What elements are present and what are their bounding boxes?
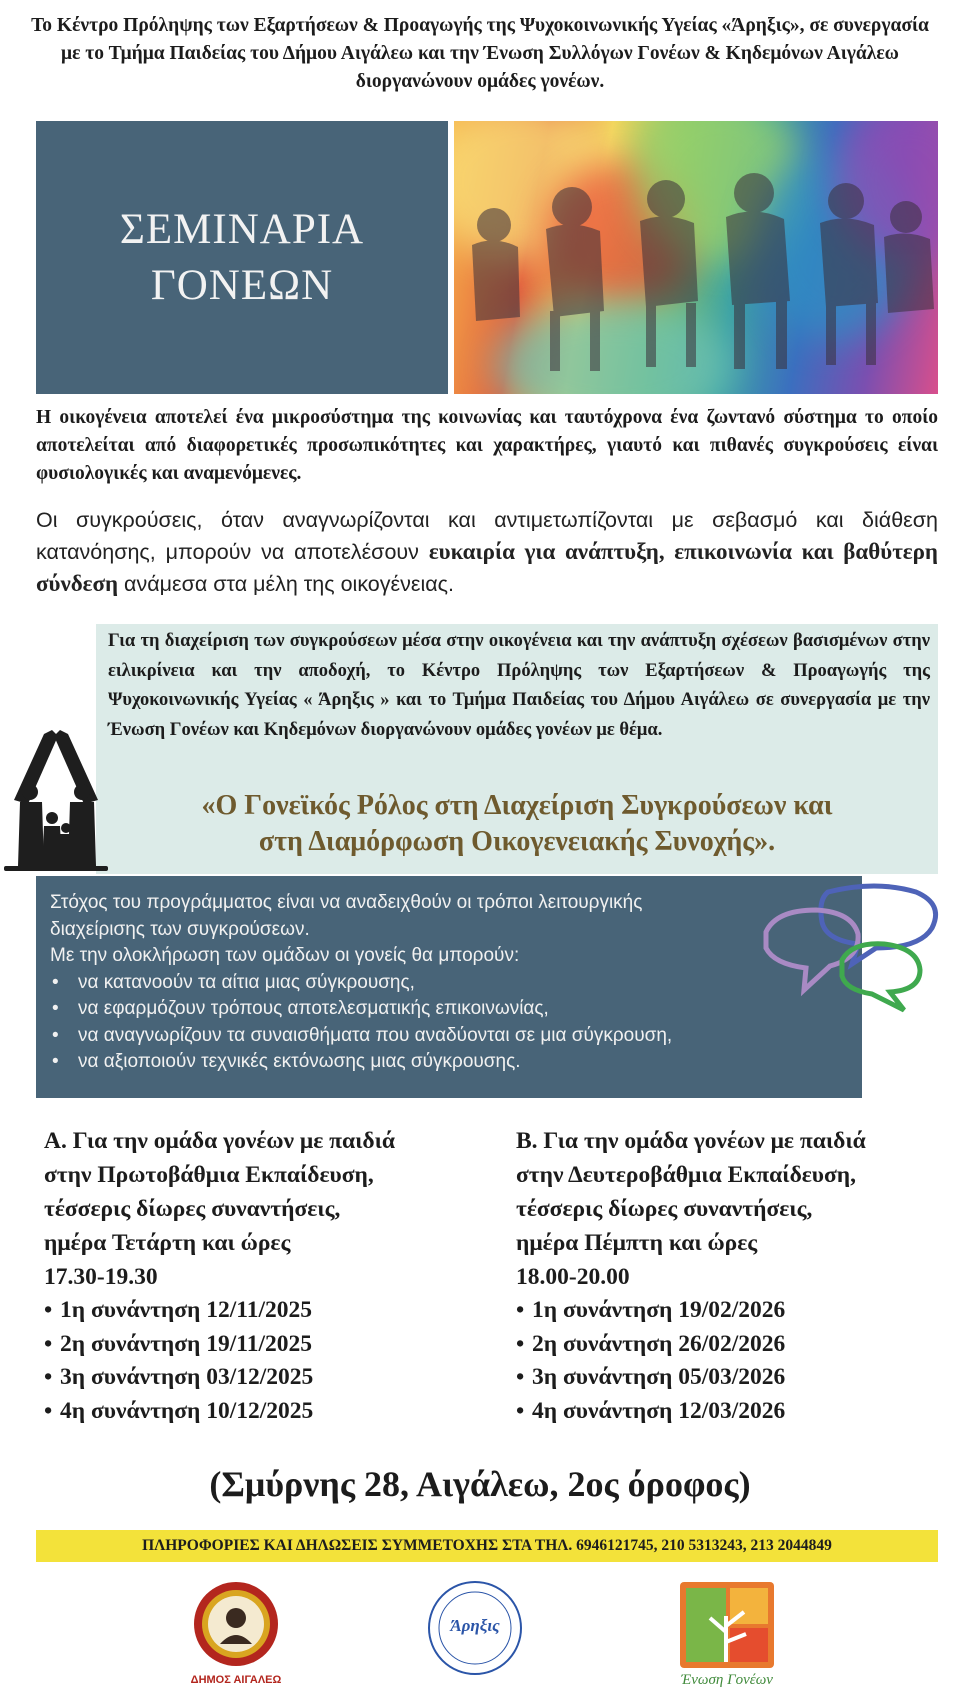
theme-line-1: «Ο Γονεϊκός Ρόλος στη Διαχείριση Συγκρούσεων και <box>201 790 833 821</box>
conflict-paragraph-end: ανάμεσα στα μέλη της οικογένειας. <box>118 572 454 596</box>
title-line-2: ΓΟΝΕΩΝ <box>150 261 334 309</box>
group-b-line-3: τέσσερις δίωρες συναντήσεις, <box>516 1196 813 1222</box>
goals-list <box>50 970 862 1076</box>
contact-info-text: ΠΛΗΡΟΦΟΡΙΕΣ ΚΑΙ ΔΗΛΩΣΕΙΣ ΣΥΜΜΕΤΟΧΗΣ ΣΤΑ ΤΗΛ. 6946121745, 210 5313243, 213 2044849 <box>142 1537 832 1554</box>
list-item: • 3η συνάντηση 03/12/2025 <box>44 1361 474 1395</box>
group-a-schedule <box>44 1124 474 1428</box>
group-a-hours: 17.30-19.30 <box>44 1264 158 1290</box>
list-item: • 1η συνάντηση 12/11/2025 <box>44 1294 474 1328</box>
municipality-caption: ΔΗΜΟΣ ΑΙΓΑΛΕΩ <box>190 1674 282 1686</box>
list-item: • να κατανοούν τα αίτια μιας σύγκρουσης, <box>50 970 862 997</box>
goals-line-1: Στόχος του προγράμματος είναι να αναδειχθούν οι τρόποι λειτουργικής <box>50 892 643 913</box>
arixis-logo <box>420 1578 530 1690</box>
conflict-paragraph-highlight: ευκαιρία για ανάπτυξη, επικοινωνία και βαθύτερη σύνδεση <box>36 539 938 596</box>
list-item: • 2η συνάντηση 26/02/2026 <box>516 1328 946 1362</box>
group-b-line-1: Β. Για την ομάδα γονέων με παιδιά <box>516 1128 866 1154</box>
family-paragraph: Η οικογένεια αποτελεί ένα μικροσύστημα της κοινωνίας και ταυτόχρονα ένα ζωντανό σύστημα το οποίο αποτελείται από διαφορετικές προσωπικότητες και χαρακτήρες, γιαυτό και πιθανές συγκρούσεις είναι φυσιολογικές και αναμενόμενες. <box>36 407 938 484</box>
conflict-paragraph-start: Οι συγκρούσεις, όταν αναγνωρίζονται και αντιμετωπίζονται με σεβασμό και διάθεση κατανόησης, μπορούν να αποτελέσουν <box>36 508 938 564</box>
list-item: • 2η συνάντηση 19/11/2025 <box>44 1328 474 1362</box>
watercolor-people-image <box>454 121 938 394</box>
goals-line-2: διαχείρισης των συγκρούσεων. <box>50 918 310 940</box>
group-b-line-2: στην Δευτεροβάθμια Εκπαίδευση, <box>516 1162 857 1188</box>
group-a-meetings <box>44 1294 474 1428</box>
list-item: • 3η συνάντηση 05/03/2026 <box>516 1361 946 1395</box>
page-title <box>120 202 364 314</box>
parents-union-tree-icon <box>672 1578 782 1670</box>
list-item: • να αξιοποιούν τεχνικές εκτόνωσης μιας σύγκρουσης. <box>50 1049 862 1076</box>
group-a-line-1: Α. Για την ομάδα γονέων με παιδιά <box>44 1128 396 1154</box>
family-silhouette-icon <box>0 716 112 876</box>
parents-union-logo <box>672 1578 782 1690</box>
group-a-line-4: ημέρα Τετάρτη και ώρες <box>44 1230 291 1256</box>
list-item: • 4η συνάντηση 12/03/2026 <box>516 1395 946 1429</box>
arixis-name: Άρηξις <box>450 1616 500 1635</box>
parents-union-caption: Ένωση Γονέων <box>681 1672 773 1688</box>
program-theme <box>96 788 938 860</box>
title-line-1: ΣΕΜΙΝΑΡΙΑ <box>119 205 365 253</box>
goals-line-3: Με την ολοκλήρωση των ομάδων οι γονείς θα μπορούν: <box>50 945 520 966</box>
program-intro: Για τη διαχείριση των συγκρούσεων μέσα στην οικογένεια και την ανάπτυξη σχέσεων βασισμένων στην ειλικρίνεια και την αποδοχή, το Κέντρο Πρόληψης των Εξαρτήσεων & Προαγωγής της Ψυχοκοινωνικής Υγείας « Άρηξις » και το Τμήμα Παιδείας του Δήμου Αιγάλεω σε συνεργασία με την Ένωση Γονέων και Κηδεμόνων διοργανώνουν ομάδες γονέων με θέμα. <box>108 631 930 740</box>
group-a-line-3: τέσσερις δίωρες συναντήσεις, <box>44 1196 341 1222</box>
group-a-line-2: στην Πρωτοβάθμια Εκπαίδευση, <box>44 1162 374 1188</box>
conflict-paragraph <box>36 505 938 600</box>
speech-bubbles-icon <box>756 882 946 1022</box>
group-b-schedule <box>516 1124 946 1428</box>
goals-box <box>36 876 862 1098</box>
list-item: • 4η συνάντηση 10/12/2025 <box>44 1395 474 1429</box>
list-item: • να εφαρμόζουν τρόπους αποτελεσματικής επικοινωνίας, <box>50 996 862 1023</box>
municipality-logo <box>168 1578 304 1690</box>
group-b-hours: 18.00-20.00 <box>516 1264 630 1290</box>
venue-address: (Σμύρνης 28, Αιγάλεω, 2ος όροφος) <box>209 1464 751 1504</box>
title-banner <box>36 121 448 394</box>
list-item: • 1η συνάντηση 19/02/2026 <box>516 1294 946 1328</box>
intro-text: Το Κέντρο Πρόληψης των Εξαρτήσεων & Προαγωγής της Ψυχοκοινωνικής Υγείας «Άρηξις», σε συνεργασία με το Τμήμα Παιδείας του Δήμου Αιγάλεω και την Ένωση Συλλόγων Γονέων & Κηδεμόνων Αιγάλεω διοργανώνουν ομάδες γονέων. <box>31 15 929 92</box>
group-b-line-4: ημέρα Πέμπτη και ώρες <box>516 1230 758 1256</box>
municipality-seal-icon <box>168 1578 304 1670</box>
theme-line-2: στη Διαμόρφωση Οικογενειακής Συνοχής». <box>258 826 776 857</box>
group-b-meetings <box>516 1294 946 1428</box>
people-silhouettes <box>454 121 938 394</box>
contact-info-bar <box>36 1530 938 1562</box>
list-item: • να αναγνωρίζουν τα συναισθήματα που αναδύονται σε μια σύγκρουση, <box>50 1023 862 1050</box>
